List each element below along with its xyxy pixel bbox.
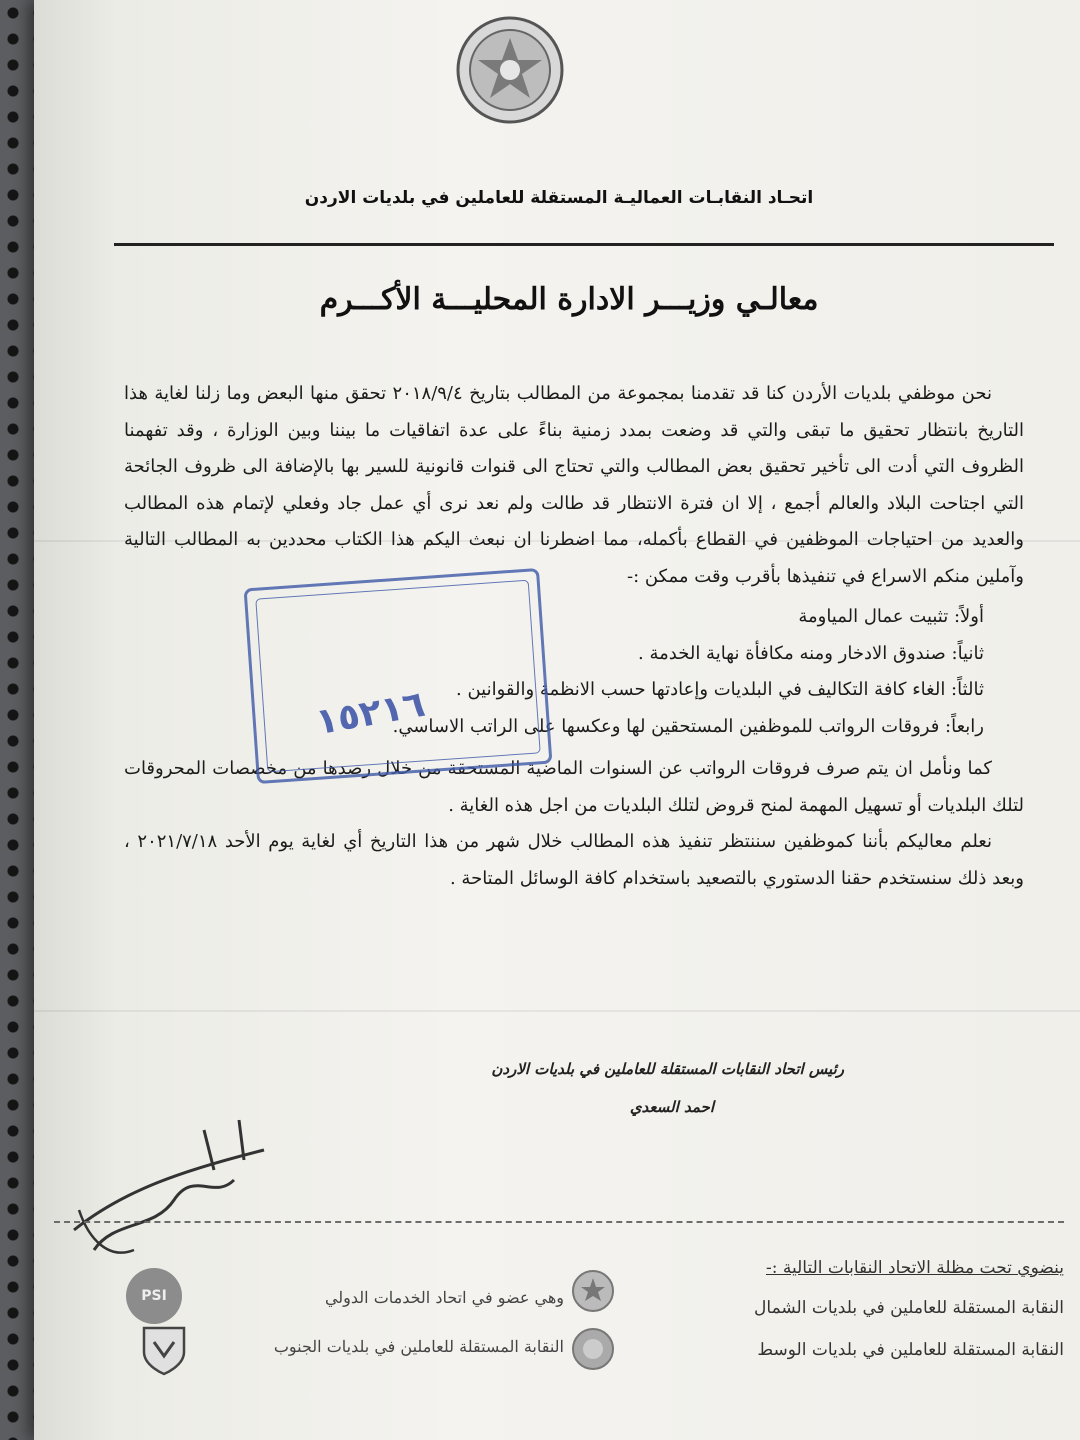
union-emblem-icon <box>570 1268 616 1314</box>
header-divider <box>114 243 1054 246</box>
union-south: النقابة المستقلة للعاملين في بلديات الجنوب <box>273 1337 564 1356</box>
paragraph-salary-differences: كما ونأمل ان يتم صرف فروقات الرواتب عن السنوات الماضية المستحقة من خلال رصدها من مخصصات المحروقات لتلك البلديات أو تسهيل المهمة لمنح قروض لتلك البلديات من اجل هذه الغاية . <box>124 758 1024 816</box>
footer-intro: ينضوي تحت مظلة الاتحاد النقابات التالية :- <box>765 1258 1064 1278</box>
stamp-reference-number: ١٥٢١٦ <box>312 683 429 744</box>
stamp-inner-border <box>255 580 540 773</box>
union-north: النقابة المستقلة للعاملين في بلديات الشمال <box>754 1298 1064 1318</box>
psi-logo: PSI <box>126 1268 182 1324</box>
footer-member-unions <box>644 1258 1064 1382</box>
union-emblem-icon <box>450 10 570 130</box>
signatory-title: رئيس اتحاد النقابات المستقلة للعاملين في بلديات الاردن <box>491 1060 844 1078</box>
psi-membership: وهي عضو في اتحاد الخدمات الدولي <box>324 1288 564 1307</box>
letter-page <box>34 0 1080 1440</box>
signatory-name: احمد السعدي <box>629 1098 714 1116</box>
footer-divider <box>54 1221 1064 1223</box>
union-central: النقابة المستقلة للعاملين في بلديات الوسط <box>757 1340 1064 1360</box>
organization-header: اتحـاد النقابـات العماليـة المستقلة للعاملين في بلديات الاردن <box>304 188 814 208</box>
crest-icon <box>138 1322 190 1378</box>
signature-block <box>404 1060 844 1116</box>
demand-item: رابعاً: فروقات الرواتب للموظفين المستحقين لها وعكسها على الراتب الاساسي. <box>392 715 984 737</box>
paragraph-deadline: نعلم معاليكم بأننا كموظفين سننتظر تنفيذ هذه المطالب خلال شهر من هذا التاريخ أي لغاية يوم الأحد ٢٠٢١/٧/١٨ ، وبعد ذلك سنستخدم حقنا الدستوري بالتصعيد باستخدام كافة الوسائل المتاحة . <box>124 831 1024 889</box>
demand-item: ثانياً: صندوق الادخار ومنه مكافأة نهاية الخدمة . <box>638 642 984 664</box>
letter-salutation: معالـي وزيـــر الادارة المحليـــة الأكـــرم <box>319 282 819 317</box>
received-stamp <box>244 568 553 784</box>
paper-fold-line <box>34 1010 1080 1012</box>
demand-item: ثالثاً: الغاء كافة التكاليف في البلديات وإعادتها حسب الانظمة والقوانين . <box>456 679 984 700</box>
union-emblem-icon <box>570 1326 616 1372</box>
footer-affiliations <box>194 1288 564 1386</box>
paragraph-demands-intro: نحن موظفي بلديات الأردن كنا قد تقدمنا بمجموعة من المطالب بتاريخ ٢٠١٨/٩/٤ تحقق منها البعض وما زلنا لغاية هذا التاريخ بانتظار تحقيق ما تبقى والتي قد وضعت بمدد زمنية بناءً على عدة اتفاقيات ما بيننا وبين الوزارة ، وقد تفهمنا الظروف التي أدت الى تأخير تحقيق بعض المطالب والتي تحتاج الى قنوات قانونية للسير بها بالإضافة الى ظروف الجائحة التي اجتاحت البلاد والعالم أجمع ، إلا ان فترة الانتظار قد طالت ولم نعد نرى أي عمل جاد وفعلي لإتمام هذه المطالب والعديد من احتياجات الموظفين في القطاع بأكمله، مما اضطرنا ان نبعث اليكم هذا الكتاب محددين به المطالب التالية وآملين منكم الاسراع في تنفيذها بأقرب وقت ممكن :- <box>124 383 1024 587</box>
demand-item: أولاً: تثبيت عمال المياومة <box>798 606 984 627</box>
handwritten-signature-icon <box>64 1110 284 1270</box>
